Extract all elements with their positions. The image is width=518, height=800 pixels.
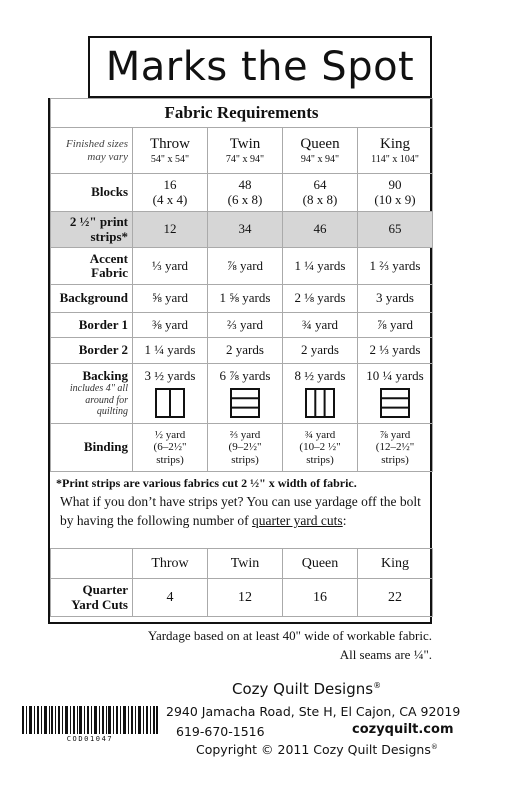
binding-label: Binding bbox=[51, 424, 133, 472]
three-vertical-panels-icon bbox=[305, 388, 335, 418]
strips-row bbox=[51, 212, 433, 248]
strips-cell: 65 bbox=[358, 212, 433, 248]
qc-size: Throw bbox=[133, 549, 208, 579]
accent-cell: 1 ⅔ yards bbox=[358, 248, 433, 285]
address: 2940 Jamacha Road, Ste H, El Cajon, CA 92019 bbox=[166, 704, 461, 719]
border2-label: Border 2 bbox=[51, 338, 133, 364]
quarter-yard-cuts-label: Quarter Yard Cuts bbox=[51, 579, 133, 617]
border1-cell: ⅔ yard bbox=[208, 313, 283, 338]
background-cell: 2 ⅛ yards bbox=[283, 285, 358, 313]
binding-cell: ⅔ yard (9–2½" strips) bbox=[208, 424, 283, 472]
strips-cell: 34 bbox=[208, 212, 283, 248]
website-link[interactable]: cozyquilt.com bbox=[352, 722, 454, 737]
qc-value: 4 bbox=[133, 579, 208, 617]
accent-row bbox=[51, 248, 433, 285]
strips-label: 2 ½" print strips* bbox=[51, 212, 133, 248]
fabric-requirements-table bbox=[50, 98, 433, 472]
strips-footnote: *Print strips are various fabrics cut 2 ½" x width of fabric. bbox=[56, 476, 357, 490]
binding-row bbox=[51, 424, 433, 472]
page-title: Marks the Spot bbox=[105, 44, 415, 90]
finished-sizes-label: Finished sizes may vary bbox=[51, 128, 133, 174]
empty-cell bbox=[51, 549, 133, 579]
accent-cell: 1 ¼ yards bbox=[283, 248, 358, 285]
background-label: Background bbox=[51, 285, 133, 313]
requirements-heading: Fabric Requirements bbox=[51, 99, 433, 128]
three-horizontal-panels-icon bbox=[230, 388, 260, 418]
barcode-icon bbox=[22, 706, 158, 734]
background-row bbox=[51, 285, 433, 313]
qc-size: Twin bbox=[208, 549, 283, 579]
blocks-cell: 48 (6 x 8) bbox=[208, 174, 283, 212]
sizes-row bbox=[51, 128, 433, 174]
border2-cell: 2 ⅓ yards bbox=[358, 338, 433, 364]
yardage-note: Yardage based on at least 40" wide of workable fabric. All seams are ¼". bbox=[147, 628, 432, 662]
border2-row bbox=[51, 338, 433, 364]
accent-label: Accent Fabric bbox=[51, 248, 133, 285]
backing-cell: 6 ⅞ yards bbox=[208, 364, 283, 424]
accent-cell: ⅓ yard bbox=[133, 248, 208, 285]
blocks-label: Blocks bbox=[51, 174, 133, 212]
three-horizontal-panels-icon bbox=[380, 388, 410, 418]
border2-cell: 1 ¼ yards bbox=[133, 338, 208, 364]
binding-cell: ½ yard (6–2½" strips) bbox=[133, 424, 208, 472]
border1-label: Border 1 bbox=[51, 313, 133, 338]
quarter-yard-cuts-text: quarter yard cuts bbox=[251, 513, 343, 528]
qc-value: 12 bbox=[208, 579, 283, 617]
binding-cell: ¾ yard (10–2 ½" strips) bbox=[283, 424, 358, 472]
backing-label: Backing includes 4" all around for quilting bbox=[51, 364, 133, 424]
strips-cell: 12 bbox=[133, 212, 208, 248]
strips-cell: 46 bbox=[283, 212, 358, 248]
quarter-cuts-table bbox=[50, 548, 433, 617]
border2-cell: 2 yards bbox=[283, 338, 358, 364]
company-name: Cozy Quilt Designs® bbox=[232, 680, 382, 698]
title-box bbox=[88, 36, 432, 98]
size-queen: Queen 94" x 94" bbox=[283, 128, 358, 174]
binding-cell: ⅞ yard (12–2½" strips) bbox=[358, 424, 433, 472]
size-throw: Throw 54" x 54" bbox=[133, 128, 208, 174]
phone: 619-670-1516 bbox=[176, 724, 265, 739]
border1-row bbox=[51, 313, 433, 338]
qc-value: 16 bbox=[283, 579, 358, 617]
barcode-number: COD01047 bbox=[66, 735, 114, 743]
accent-cell: ⅞ yard bbox=[208, 248, 283, 285]
background-cell: 1 ⅝ yards bbox=[208, 285, 283, 313]
border2-cell: 2 yards bbox=[208, 338, 283, 364]
quarter-sizes-row bbox=[51, 549, 433, 579]
two-vertical-panels-icon bbox=[155, 388, 185, 418]
blocks-cell: 64 (8 x 8) bbox=[283, 174, 358, 212]
border1-cell: ¾ yard bbox=[283, 313, 358, 338]
quarter-values-row bbox=[51, 579, 433, 617]
blocks-row bbox=[51, 174, 433, 212]
backing-cell: 10 ¼ yards bbox=[358, 364, 433, 424]
background-cell: 3 yards bbox=[358, 285, 433, 313]
requirements-sheet bbox=[48, 98, 432, 624]
qc-value: 22 bbox=[358, 579, 433, 617]
blocks-cell: 16 (4 x 4) bbox=[133, 174, 208, 212]
copyright: Copyright © 2011 Cozy Quilt Designs® bbox=[196, 742, 438, 757]
qc-size: Queen bbox=[283, 549, 358, 579]
backing-cell: 3 ½ yards bbox=[133, 364, 208, 424]
blocks-cell: 90 (10 x 9) bbox=[358, 174, 433, 212]
backing-row bbox=[51, 364, 433, 424]
border1-cell: ⅞ yard bbox=[358, 313, 433, 338]
backing-cell: 8 ½ yards bbox=[283, 364, 358, 424]
size-king: King 114" x 104" bbox=[358, 128, 433, 174]
border1-cell: ⅜ yard bbox=[133, 313, 208, 338]
background-cell: ⅝ yard bbox=[133, 285, 208, 313]
qc-size: King bbox=[358, 549, 433, 579]
size-twin: Twin 74" x 94" bbox=[208, 128, 283, 174]
yardage-paragraph: What if you don’t have strips yet? You can use yardage off the bolt by having the following number of quarter yard cuts: bbox=[60, 494, 421, 528]
